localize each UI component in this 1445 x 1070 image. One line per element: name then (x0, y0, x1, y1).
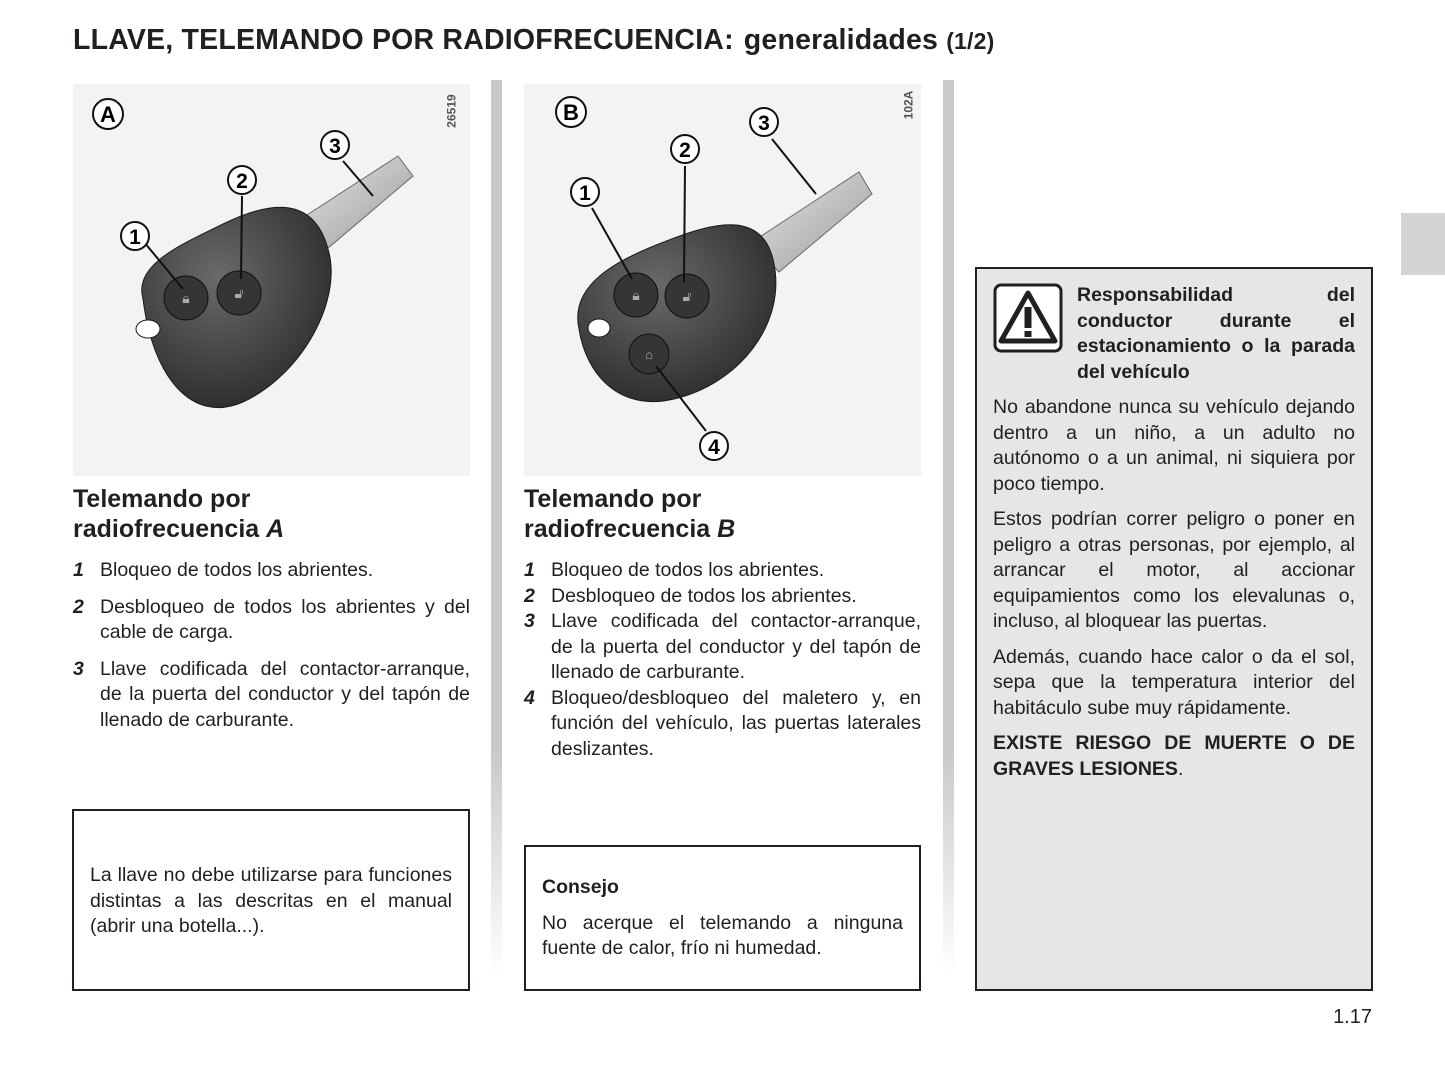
list-item (524, 584, 921, 610)
list-item-text: Desbloqueo de todos los abrientes. (551, 584, 857, 607)
leader-line-2 (241, 196, 242, 279)
list-item (73, 595, 470, 646)
section-remote-b (524, 484, 921, 762)
chapter-tab-marker (1401, 213, 1445, 275)
trunk-icon: ⌂ (645, 347, 653, 362)
lock-icon: 🔒︎ (632, 287, 640, 303)
section-b-heading-line2: radiofrecuencia (524, 515, 718, 543)
tip-title: Consejo (542, 876, 619, 898)
list-item (524, 686, 921, 763)
list-item-text: Bloqueo/desbloqueo del maletero y, en función del vehículo, las puertas laterales deslizantes. (551, 686, 921, 760)
figure-key-b (524, 84, 921, 476)
list-item-text: Llave codificada del contactor-arranque, de la puerta del conductor y del tapón de llenado de carburante. (551, 610, 921, 683)
list-item-text: Desbloqueo de todos los abrientes y del cable de carga. (100, 595, 470, 643)
section-a-heading-line2: radiofrecuencia (73, 515, 267, 543)
tip-box (524, 845, 921, 991)
list-item (524, 558, 921, 584)
callout-2-label: 2 (236, 170, 248, 193)
list-item-number: 1 (524, 559, 535, 581)
note-box (72, 809, 470, 991)
warning-header (993, 283, 1355, 385)
section-a-heading-line1: Telemando por (73, 485, 251, 513)
list-item (73, 558, 470, 584)
callout-3-label: 3 (329, 135, 341, 158)
title-subtitle: generalidades (743, 24, 939, 56)
callout-1-label: 1 (579, 182, 591, 205)
callout-4-label: 4 (708, 436, 720, 459)
callout-3-label: 3 (758, 112, 770, 135)
title-main: LLAVE, TELEMANDO POR RADIOFRECUENCIA: (73, 24, 734, 56)
section-b-heading-line1: Telemando por (524, 485, 702, 513)
list-item-number: 4 (524, 686, 535, 709)
list-item-number: 1 (73, 559, 84, 581)
figure-a-code: 26519 (444, 94, 459, 128)
warning-triangle-icon (993, 283, 1063, 353)
callout-1-label: 1 (129, 226, 141, 249)
section-b-heading-letter: B (717, 515, 736, 543)
list-item-text: Llave codificada del contactor-arranque, de la puerta del conductor y del tapón de llenado de carburante. (100, 657, 470, 731)
key-b-illustration (524, 84, 921, 476)
title-part: (1/2) (946, 28, 995, 54)
warning-title: Responsabilidad del conductor durante el estacionamiento o la parada del vehículo (1077, 284, 1355, 383)
note-text: La llave no debe utilizarse para funciones distintas a las descritas en el manual (abrir una botella...). (90, 864, 452, 937)
leader-line-2 (684, 166, 685, 282)
list-item-number: 2 (524, 584, 535, 607)
warning-paragraph-2: Estos podrían correr peligro o poner en peligro a otras personas, por ejemplo, al arrancar el motor, al accionar equipamientos como los elevalunas o, incluso, al bloquear las puertas. (993, 508, 1355, 632)
section-a-list (73, 558, 470, 733)
list-item-text: Bloqueo de todos los abrientes. (100, 559, 374, 581)
unlock-icon: 🔓︎ (682, 288, 692, 304)
section-a-heading-letter: A (266, 515, 285, 543)
list-item-number: 3 (73, 657, 84, 680)
warning-box (975, 267, 1373, 991)
section-b-heading (524, 484, 921, 544)
callout-2-label: 2 (679, 139, 691, 162)
key-a-illustration (73, 84, 470, 476)
page-number: 1.17 (1333, 1006, 1372, 1028)
list-item (73, 657, 470, 734)
section-b-list (524, 558, 921, 762)
warning-paragraph-1: No abandone nunca su vehículo dejando dentro a un niño, a un adulto no autónomo o a un animal, ni siquiera por poco tiempo. (993, 396, 1355, 495)
figure-b-letter: B (563, 100, 579, 125)
column-separator-1 (491, 80, 502, 975)
list-item-number: 2 (73, 595, 84, 618)
warning-danger-text: EXISTE RIESGO DE MUERTE O DE GRAVES LESIONES (993, 732, 1355, 780)
section-remote-a (73, 484, 470, 744)
warning-danger-end: . (1177, 757, 1184, 780)
key-b-ring-hole (588, 319, 610, 337)
key-a-ring-hole (136, 320, 160, 338)
figure-a-letter: A (100, 102, 116, 127)
page-title (73, 24, 994, 57)
column-separator-2 (943, 80, 954, 975)
tip-text: No acerque el telemando a ninguna fuente de calor, frío ni humedad. (542, 911, 903, 959)
warning-danger (993, 731, 1355, 782)
list-item-number: 3 (524, 610, 535, 632)
unlock-icon: 🔓︎ (234, 285, 244, 301)
section-a-heading (73, 484, 470, 544)
figure-b-code: 102A (901, 90, 916, 120)
list-item-text: Bloqueo de todos los abrientes. (551, 559, 825, 581)
warning-paragraph-3: Además, cuando hace calor o da el sol, sepa que la temperatura interior del habitáculo sube muy rápidamente. (993, 645, 1355, 719)
list-item (524, 609, 921, 686)
figure-key-a (73, 84, 470, 476)
lock-icon: 🔒︎ (182, 290, 190, 306)
